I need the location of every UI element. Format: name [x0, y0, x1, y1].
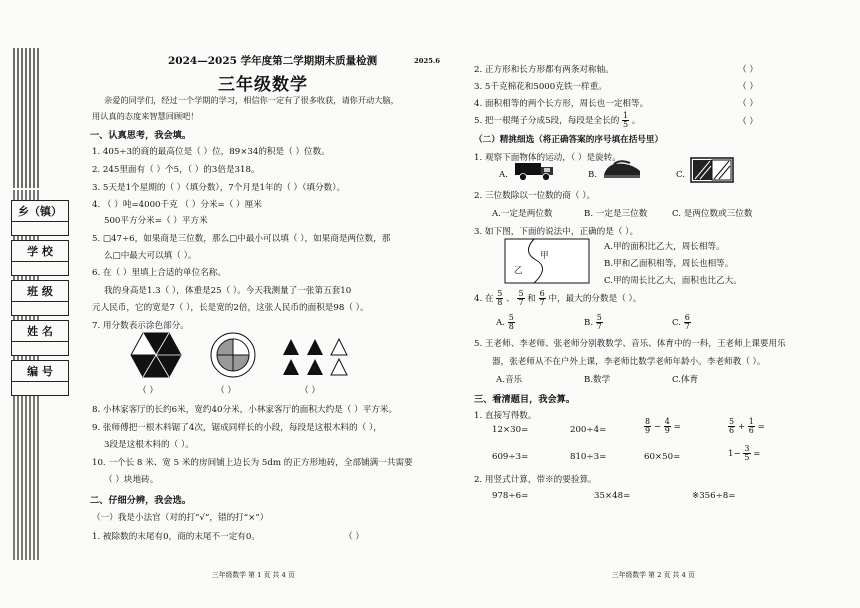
- window-icon: [690, 157, 734, 183]
- question-8: 8. 小林家客厅的长约6米，宽约40分米，小林家客厅的面积大约是（ ）平方米。: [92, 405, 398, 415]
- name-input-line[interactable]: [12, 341, 68, 355]
- question-9a: 9. 张师傅把一根木料锯了4次，锯成同样长的小段，每段是这根木料的（ ），: [92, 423, 382, 433]
- choice-2: 2. 三位数除以一位数的商（ ）。: [474, 191, 596, 201]
- choice-4-option-b: B. $\frac{5}{7}$: [584, 313, 602, 331]
- judge-1-paren[interactable]: （ ）: [344, 532, 364, 542]
- choice-1-option-c: C.: [676, 170, 686, 180]
- calc-200div4: 200÷4=: [570, 425, 607, 435]
- intro-line-1: 亲爱的同学们，经过一个学期的学习，相信你一定有了很多收获，请你开动大脑，: [104, 95, 399, 105]
- calc-1-heading: 1. 直接写得数。: [474, 411, 537, 421]
- calc-1-minus-3-5: 1− $\frac{3}{5}$ =: [728, 444, 761, 462]
- section-3-heading: 三、看清题目，我会算。: [474, 394, 576, 405]
- calc-60x50: 60×50=: [644, 452, 681, 462]
- question-9b: 3段是这根木料的（ ）。: [104, 440, 194, 450]
- exam-title: 2024—2025 学年度第二学期期末质量检测: [168, 55, 378, 67]
- question-5a: 5. □47÷6，如果商是三位数，那么□中最小可以填（ ），如果商是两位数，那: [92, 234, 391, 244]
- hexagon-figure: [130, 332, 182, 378]
- question-2: 2. 245里面有（ ）个5，（ ）的3倍是318。: [92, 165, 260, 175]
- question-1: 1. 405÷3的商的最高位是（ ）位，89×34的积是（ ）位数。: [92, 147, 330, 157]
- circle-figure: [210, 332, 256, 378]
- exam-date: 2025.6: [414, 57, 441, 65]
- school-field[interactable]: [11, 240, 69, 276]
- choice-3-option-a: A.甲的面积比乙大，周长相等。: [604, 242, 725, 252]
- fraction-5-8: $\frac{5}{8}$: [497, 289, 503, 307]
- class-field[interactable]: [11, 280, 69, 316]
- judge-2-paren[interactable]: （ ）: [738, 65, 758, 75]
- choice-1-option-b: B.: [588, 170, 598, 180]
- intro-line-2: 用认真的态度来智慧回顾吧！: [92, 111, 199, 121]
- class-label: 班 级: [27, 285, 53, 298]
- region-figure: [504, 238, 590, 284]
- choice-3: 3. 如下图，下面的说法中，正确的是（ ）。: [474, 227, 639, 237]
- choice-5a: 5. 王老师、李老师、张老师分别教数学、音乐、体育中的一科，王老师上课要用乐: [474, 339, 786, 349]
- choice-4-option-c: C. $\frac{6}{7}$: [672, 313, 690, 331]
- class-input-line[interactable]: [12, 301, 68, 315]
- judge-4-paren[interactable]: （ ）: [738, 99, 758, 109]
- judge-5-end: 。: [631, 116, 641, 126]
- question-10a: 10. 一个长 8 米、宽 5 米的房间铺上边长为 5dm 的正方形地砖，全部铺满一共需要: [92, 458, 413, 468]
- section-2-heading: 二、仔细分辨，我会选。: [90, 495, 192, 506]
- page-2-footer: 三年级数学 第 2 页 共 4 页: [612, 571, 695, 579]
- calc-2-heading: 2. 用竖式计算，带※的要验算。: [474, 475, 597, 485]
- subsection-judge: （一）我是小法官（对的打“√”，错的打“×”）: [92, 513, 269, 523]
- calc-810div3: 810÷3=: [570, 452, 607, 462]
- school-label: 学 校: [27, 245, 53, 258]
- township-field[interactable]: [11, 200, 69, 236]
- choice-4-suffix: 中，最大的分数是（ ）。: [548, 294, 642, 304]
- choice-4-option-a: A. $\frac{5}{8}$: [496, 313, 514, 331]
- q7-answer-1[interactable]: （ ）: [138, 386, 158, 396]
- judge-4: 4. 面积相等的两个长方形，周长也一定相等。: [474, 99, 649, 109]
- calc-356div8-verify: ※356÷8=: [692, 491, 736, 501]
- name-field[interactable]: [11, 320, 69, 356]
- question-5b: 么□中最大可以填（ ）。: [104, 251, 197, 261]
- id-label: 编 号: [27, 365, 53, 378]
- judge-1: 1. 被除数的末尾有0，商的末尾不一定有0。: [92, 532, 260, 542]
- choice-5b: 器，张老师从不在户外上课，李老师比数学老师年龄小。李老师教（ ）。: [492, 357, 766, 367]
- township-label: 乡（镇）: [18, 205, 62, 218]
- calc-frac-8-9-minus-4-9: $\frac{8}{9}$ − $\frac{4}{9}$ =: [645, 417, 681, 435]
- id-field[interactable]: [11, 360, 69, 396]
- calc-frac-5-6-plus-1-6: $\frac{5}{6}$ + $\frac{1}{6}$ =: [729, 417, 765, 435]
- choice-1-option-a: A.: [499, 170, 508, 180]
- choice-5-option-c: C.体育: [672, 375, 699, 385]
- subject-title: 三年级数学: [218, 75, 308, 95]
- section-1-heading: 一、认真思考，我会填。: [90, 130, 192, 141]
- calc-12x30: 12×30=: [492, 425, 529, 435]
- question-7: 7. 用分数表示涂色部分。: [92, 321, 189, 331]
- school-input-line[interactable]: [12, 261, 68, 275]
- choice-3-option-c: C.甲的周长比乙大，面积也比乙大。: [604, 276, 742, 286]
- township-input-line[interactable]: [12, 221, 68, 235]
- region-a-label: 甲: [540, 251, 549, 261]
- fraction-6-7: $\frac{6}{7}$: [539, 289, 545, 307]
- triangles-figure: [282, 338, 352, 378]
- page-1-footer: 三年级数学 第 1 页 共 4 页: [212, 571, 295, 579]
- question-6c: 元人民币，它的宽是7（ ），长是宽的2倍，这张人民币的面积是98（ ）。: [92, 303, 369, 313]
- choice-5-option-a: A.音乐: [496, 375, 523, 385]
- id-input-line[interactable]: [12, 381, 68, 395]
- fraction-1-5: $\frac{1}{5}$: [623, 111, 629, 129]
- question-4a: 4. （ ）吨=4000千克 （ ）分米=（ ）厘米: [92, 200, 262, 210]
- choice-2-option-a: A.一定是两位数: [492, 209, 553, 219]
- choice-4-prefix: 4. 在: [474, 294, 494, 304]
- binding-stripes: [12, 48, 42, 188]
- question-4b: 500平方分米=（ ）平方米: [104, 216, 208, 226]
- judge-5-paren[interactable]: （ ）: [738, 117, 758, 127]
- choice-3-option-b: B.甲和乙面积相等，周长也相等。: [604, 259, 734, 269]
- calc-978div6: 978÷6=: [492, 491, 529, 501]
- binding-strip: [0, 0, 76, 608]
- choice-2-option-b: B. 一定是三位数: [584, 209, 648, 219]
- choice-4-sep-2: 和: [527, 294, 536, 304]
- judge-5: [474, 112, 640, 129]
- choice-2-option-c: C. 是两位数或三位数: [672, 209, 753, 219]
- truck-icon: [514, 160, 556, 182]
- judge-3-paren[interactable]: （ ）: [738, 82, 758, 92]
- calc-609div3: 609÷3=: [492, 452, 529, 462]
- choice-1: 1. 观察下面物体的运动，（ ）是旋转。: [474, 153, 621, 163]
- question-6: 6. 在（ ）里填上合适的单位名称。: [92, 268, 226, 278]
- q7-answer-2[interactable]: （ ）: [216, 386, 236, 396]
- subsection-choice: （二）精挑细选（将正确答案的序号填在括号里）: [474, 135, 664, 145]
- choice-5-option-b: B.数学: [584, 375, 611, 385]
- choice-4-sep-1: 、: [506, 294, 515, 304]
- judge-5-text: 5. 把一根绳子分成5段，每段是全长的: [474, 116, 620, 126]
- judge-3: 3. 5千克棉花和5000克铁一样重。: [474, 82, 607, 92]
- fraction-5-7: $\frac{5}{7}$: [518, 289, 524, 307]
- iron-icon: [600, 159, 644, 181]
- judge-2: 2. 正方形和长方形都有两条对称轴。: [474, 65, 614, 75]
- calc-35x48: 35×48=: [594, 491, 631, 501]
- choice-4: [474, 290, 641, 307]
- question-3: 3. 5天是1个星期的（ ）（填分数），7个月是1年的（ ）（填分数）。: [92, 183, 346, 193]
- q7-answer-3[interactable]: （ ）: [300, 386, 320, 396]
- question-10b: （ ）块地砖。: [104, 475, 159, 485]
- region-b-label: 乙: [514, 266, 523, 276]
- name-label: 姓 名: [27, 325, 53, 338]
- question-6b: 我的身高是1.3（ ），体重是25（ ）。今天我测量了一张第五套10: [104, 286, 352, 296]
